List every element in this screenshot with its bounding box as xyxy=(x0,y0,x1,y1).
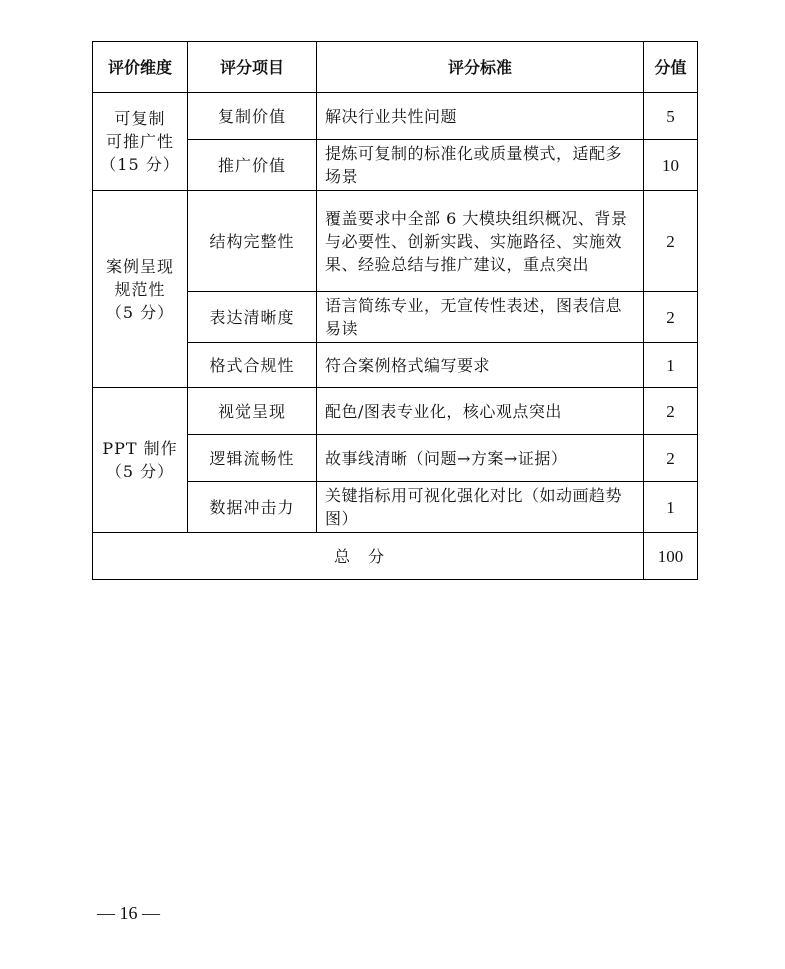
total-row xyxy=(93,533,698,580)
dimension-line: 可推广性 xyxy=(105,132,174,151)
table-header-row xyxy=(93,42,698,93)
criteria-cell: 故事线清晰（问题→方案→证据） xyxy=(317,435,644,482)
criteria-cell: 关键指标用可视化强化对比（如动画趋势图） xyxy=(317,482,644,533)
dimension-line: （5 分） xyxy=(105,302,175,322)
criteria-cell: 覆盖要求中全部 6 大模块组织概况、背景与必要性、创新实践、实施路径、实施效果、经验总结与推广建议，重点突出 xyxy=(317,191,644,292)
score-cell: 2 xyxy=(644,435,698,482)
score-cell: 5 xyxy=(644,93,698,140)
total-label: 总分 xyxy=(93,533,644,580)
header-dimension: 评价维度 xyxy=(93,42,188,93)
header-item: 评分项目 xyxy=(188,42,317,93)
score-cell: 1 xyxy=(644,343,698,388)
item-cell: 格式合规性 xyxy=(188,343,317,388)
score-cell: 2 xyxy=(644,191,698,292)
dimension-cell xyxy=(93,388,188,533)
dimension-line: 规范性 xyxy=(114,279,166,299)
item-cell: 逻辑流畅性 xyxy=(188,435,317,482)
item-cell: 表达清晰度 xyxy=(188,292,317,343)
table-row xyxy=(93,388,698,435)
score-cell: 1 xyxy=(644,482,698,533)
item-cell: 结构完整性 xyxy=(188,191,317,292)
header-score: 分值 xyxy=(644,42,698,93)
dimension-line: 可复制 xyxy=(114,109,166,128)
dimension-cell xyxy=(93,191,188,388)
page-number: — 16 — xyxy=(97,903,160,923)
criteria-cell: 配色/图表专业化，核心观点突出 xyxy=(317,388,644,435)
criteria-cell: 提炼可复制的标准化或质量模式，适配多场景 xyxy=(317,140,644,191)
dimension-cell xyxy=(93,93,188,191)
table-row xyxy=(93,93,698,140)
criteria-cell: 解决行业共性问题 xyxy=(317,93,644,140)
dimension-line: （5 分） xyxy=(105,462,175,481)
item-cell: 推广价值 xyxy=(188,140,317,191)
item-cell: 视觉呈现 xyxy=(188,388,317,435)
criteria-cell: 语言简练专业，无宣传性表述，图表信息易读 xyxy=(317,292,644,343)
dimension-line: 案例呈现 xyxy=(105,256,174,276)
dimension-line: （15 分） xyxy=(100,155,180,174)
dimension-line: PPT 制作 xyxy=(102,439,178,458)
score-cell: 2 xyxy=(644,388,698,435)
header-criteria: 评分标准 xyxy=(317,42,644,93)
total-score: 100 xyxy=(644,533,698,580)
score-cell: 2 xyxy=(644,292,698,343)
criteria-cell: 符合案例格式编写要求 xyxy=(317,343,644,388)
table-row xyxy=(93,191,698,292)
item-cell: 数据冲击力 xyxy=(188,482,317,533)
scoring-table xyxy=(92,41,698,580)
score-cell: 10 xyxy=(644,140,698,191)
item-cell: 复制价值 xyxy=(188,93,317,140)
